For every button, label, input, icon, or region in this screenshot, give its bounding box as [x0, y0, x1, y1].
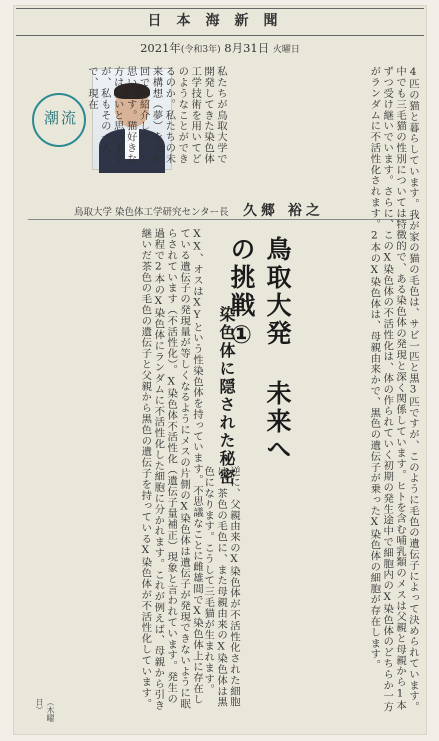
dateline	[14, 40, 426, 56]
date-month-day: 8月31日	[224, 41, 270, 55]
masthead-rule-bottom	[16, 35, 424, 36]
newspaper-page	[14, 6, 426, 734]
article-body-right: 4匹の猫と暮らしています。我が家の猫の毛色は、サビ一匹と黒3匹ですが、このように毛色の遺伝子によって決められています。中でも三毛猫の性別については特徴的で、ある染色体の発現と深く関係しています。ヒトを含む哺乳類のメスは父親と母親から1本ずつ受け継いでいます。さらに、このX染色体の不活性化は、体の作られていく初期の発生途中で細胞内のX染色体のどちらか一方がランダムに不活性化されます。2本のX染色体は、母親由来かで、黒色の遺伝子が乗ったX染色体の細胞が存在します。	[368, 66, 419, 713]
article-body-left: XX、オスはXYという性染色体を持っています。不思議なことに雌雄間でX染色体上に存在している遺伝子の発現量が等しくなるようにメスの片側のX染色体は遺伝子が発現できないように眠らされています（不活性化）。X染色体不活性化（遺伝子量補正）現象と言われています。発生の過程で2本のX染色体にランダムに不活性化した細胞に分かれます。これが例えば、母親から引き継いだ茶色の毛色の遺伝子と父親から黒色の遺伝子を持っているX染色体が不活性化しています。	[139, 228, 203, 711]
author-name: 久郷 裕之	[243, 203, 324, 219]
author-affiliation: 鳥取大学 染色体工学研究センター長	[74, 207, 229, 218]
date-era: (令和3年)	[180, 45, 221, 55]
column-label: 潮流	[43, 109, 78, 127]
newspaper-name: 日本海新聞	[147, 13, 293, 29]
byline	[28, 200, 324, 219]
masthead-rule-top	[16, 8, 424, 9]
intro-text: 私たちが鳥取大学で開発してきた染色体工学技術を用いてどのようなことができるのか。私たちの未来構想（夢）を全6回でご紹介したいと思います。猫好きな方は多いと思いますが、私もその一人で、現在	[85, 66, 227, 166]
date-year: 2021年	[140, 41, 181, 55]
column-schedule-note: （木曜日）	[35, 698, 55, 722]
masthead	[14, 6, 426, 36]
column-logo	[32, 93, 82, 151]
date-weekday: 火曜日	[272, 45, 300, 55]
article-body-middle: 逆に、父親由来のX染色体が不活性化された細胞は、茶色の毛色に、また母親由来のX染色体は黒色になります。こうして三毛猫が生まれます。	[202, 466, 240, 708]
article-headline: 鳥取大発 未来への挑戦①	[227, 236, 292, 464]
article-subheadline: 染色体に隠された秘密	[217, 306, 236, 486]
